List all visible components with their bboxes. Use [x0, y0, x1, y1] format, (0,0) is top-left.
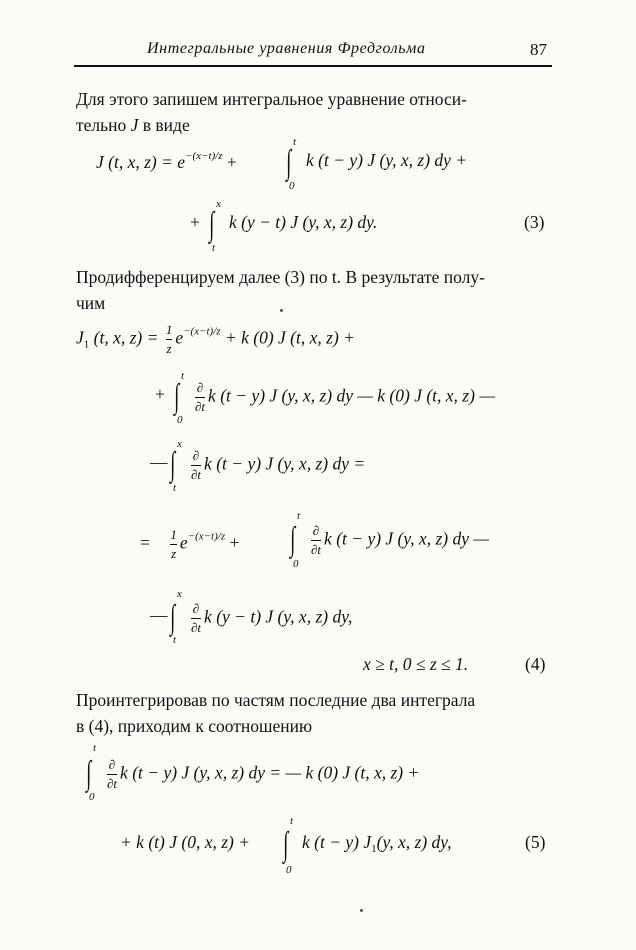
equation-number-4: (4) [525, 654, 546, 674]
integral-lower-limit: 0 [293, 558, 299, 570]
fraction: $\frac{1}{z}$ [170, 527, 177, 561]
equation-4-conditions: x ≥ t, 0 ≤ z ≤ 1. [363, 654, 469, 674]
equation-number-5: (5) [525, 832, 546, 852]
text-line: тельно J в виде [76, 115, 190, 135]
equation-4-line-2: $\frac{\partial}{\partial t}$ k (t − y) J (y, x, z) dy — k (0) J (t, x, z) — [195, 380, 495, 414]
integral-upper-limit: t [181, 370, 185, 382]
integral-lower-limit: 0 [177, 414, 183, 426]
fraction: $\frac{1}{z}$ [165, 322, 173, 356]
integral-sign: ∫ [283, 826, 289, 863]
equation-4-line-4-integrand: $\frac{\partial}{\partial t}$ k (t − y) J (y, x, z) dy — [311, 523, 489, 557]
text-line: Продифференцируем далее (3) по t. В результате полу- [76, 267, 485, 287]
integral-sign: ∫ [86, 755, 92, 792]
integral-lower-limit: t [212, 242, 216, 254]
integral-upper-limit: x [216, 198, 221, 210]
partial-derivative: $\frac{\partial}{\partial t}$ [191, 448, 202, 482]
equation-5-line-2: + k (t) J (0, x, z) + [120, 832, 251, 852]
text-line: чим [76, 293, 106, 313]
print-speck [360, 909, 363, 912]
integral-sign: ∫ [170, 446, 176, 483]
integral-sign: ∫ [209, 206, 215, 243]
equation-3-line-1: J (t, x, $z) = e^{-(x-t)/z}$ + [96, 150, 237, 172]
integral-lower-limit: 0 [289, 180, 295, 192]
integral-sign: ∫ [286, 144, 292, 181]
integral-upper-limit: x [177, 588, 182, 600]
equation-4-line-5: $\frac{\partial}{\partial t}$ k (y − t) J (y, x, z) dy, [191, 601, 353, 635]
integral-sign: ∫ [170, 599, 176, 636]
equation-4-line-4: = $\frac{1}{z}$ $e^{-(x-t)/z}$ + [140, 527, 240, 561]
integral-upper-limit: x [177, 438, 182, 450]
print-speck [280, 309, 283, 312]
equation-4-line-2-plus: + [155, 384, 165, 404]
equation-4-line-1: $J_1$ (t, x, z) = $\frac{1}{z}$ $e^{-(x-t)/z} + k$ (0) J (t, x, z) + [76, 322, 355, 356]
equation-4-line-3-minus: — [150, 452, 168, 472]
equation-3-line-2-plus: + [190, 212, 200, 232]
partial-derivative: $\frac{\partial}{\partial t}$ [195, 380, 206, 414]
equation-4-line-5-minus: — [150, 605, 168, 625]
header-rule [74, 65, 552, 67]
paragraph-integrate-by-parts [76, 687, 552, 739]
integral-lower-limit: 0 [89, 791, 95, 803]
text-line: Для этого запишем интегральное уравнение относи- [76, 89, 467, 109]
partial-derivative: $\frac{\partial}{\partial t}$ [191, 601, 202, 635]
integral-upper-limit: t [290, 815, 294, 827]
partial-derivative: $\frac{\partial}{\partial t}$ [311, 523, 322, 557]
text-line: Проинтегрировав по частям последние два интеграла [76, 690, 476, 710]
text-line: в (4), приходим к соотношению [76, 716, 313, 736]
integral-upper-limit: t [297, 510, 301, 522]
integral-upper-limit: t [93, 742, 97, 754]
paragraph-differentiate [76, 264, 552, 316]
integral-sign: ∫ [290, 521, 296, 558]
variable-J: J [130, 115, 139, 135]
partial-derivative: $\frac{\partial}{\partial t}$ [107, 757, 118, 791]
equation-5-integrand: k (t − y) $J_1(y$, x, z) dy, [302, 832, 452, 855]
equation-5-line-1: $\frac{\partial}{\partial t}$ k (t − y) J (y, x, z) dy = — k (0) J (t, x, z) + [107, 757, 420, 791]
integral-lower-limit: 0 [286, 864, 292, 876]
integral-lower-limit: t [173, 634, 177, 646]
page-number: 87 [530, 40, 547, 59]
integral-upper-limit: t [293, 136, 297, 148]
paragraph-intro [76, 86, 552, 138]
running-header: Интегральные уравнения Фредгольма [147, 40, 426, 57]
equation-4-line-3: $\frac{\partial}{\partial t}$ k (t − y) J (y, x, z) dy = [191, 448, 366, 482]
equation-3-integrand-2: k (y − t) J (y, x, z) dy. [229, 212, 378, 232]
integral-sign: ∫ [174, 378, 180, 415]
integral-lower-limit: t [173, 482, 177, 494]
equation-3-integrand-1: k (t − y) J (y, x, z) dy + [306, 150, 468, 170]
equation-number-3: (3) [524, 212, 545, 232]
